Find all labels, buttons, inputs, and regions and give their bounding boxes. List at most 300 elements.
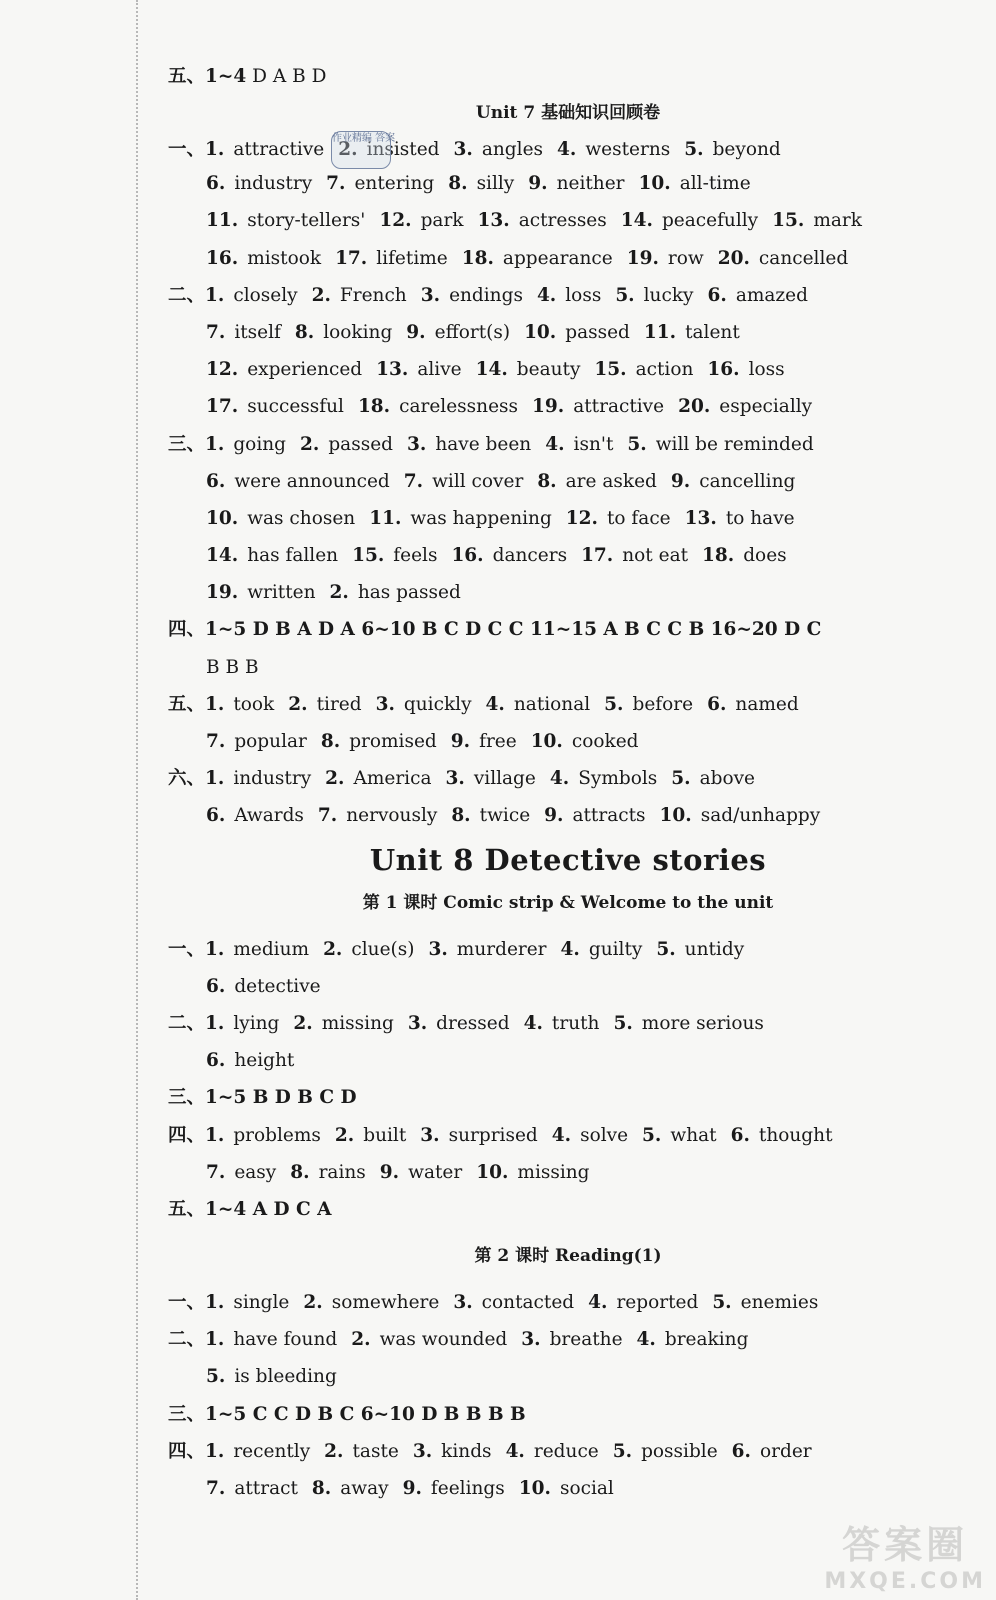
- answer-item: [613, 1441, 718, 1462]
- question-number: 6.: [707, 693, 727, 715]
- question-number: 6.: [206, 173, 226, 195]
- question-number: 2.: [338, 139, 358, 161]
- question-number: 12.: [206, 359, 239, 381]
- answer-item: [684, 139, 780, 160]
- answer-text: lifetime: [376, 247, 448, 269]
- answer-item: [486, 694, 591, 715]
- top-section-five: [168, 58, 968, 95]
- question-number: 5.: [671, 768, 691, 790]
- question-number: 7.: [326, 173, 346, 195]
- question-number: 4.: [551, 1124, 572, 1146]
- answer-text: was chosen: [247, 507, 356, 529]
- question-number: 13.: [376, 359, 409, 381]
- answer-text: cooked: [571, 731, 639, 752]
- answer-item: [772, 210, 862, 231]
- answer-text: national: [513, 693, 591, 715]
- question-number: 8.: [448, 173, 468, 195]
- l1-s4-row1: [168, 1117, 968, 1154]
- answer-text: dressed: [436, 1012, 510, 1034]
- question-number: 1.: [205, 433, 225, 455]
- answer-text: breathe: [549, 1329, 623, 1351]
- question-number: 16.: [707, 359, 740, 381]
- answer-text: amazed: [735, 284, 808, 306]
- l1-s4-row2: [168, 1154, 968, 1191]
- answer-item: [380, 1162, 462, 1183]
- answer-text: rains: [318, 1161, 366, 1183]
- unit8-title: Unit 8 Detective stories: [369, 842, 767, 877]
- answer-text: America: [353, 768, 432, 790]
- answer-item: [206, 248, 321, 269]
- question-number: 2.: [303, 1292, 323, 1314]
- answer-text: breaking: [664, 1329, 749, 1351]
- answer-item: [376, 694, 472, 715]
- answer-text: truth: [551, 1012, 600, 1034]
- watermark-url: MXQE.COM: [824, 1569, 986, 1594]
- question-number: 5.: [684, 139, 704, 161]
- answer-item: [552, 1125, 628, 1146]
- l1-s3-row1: [168, 1079, 968, 1116]
- answer-item: [205, 434, 286, 455]
- u7-s4-row1: [168, 611, 968, 648]
- question-number: 4.: [588, 1292, 608, 1314]
- question-number: 1.: [205, 693, 225, 715]
- question-number: 1.: [205, 1012, 225, 1034]
- question-number: 13.: [477, 210, 510, 232]
- question-number: 3.: [420, 1124, 440, 1146]
- answer-item: [707, 694, 799, 715]
- question-number: 4.: [560, 938, 580, 960]
- answer-text: have found: [233, 1329, 338, 1351]
- answer-item: [712, 1292, 818, 1313]
- lesson2-title: 第 2 课时 Reading(1): [474, 1246, 662, 1267]
- answer-item: [660, 805, 821, 826]
- u7-s5-row2: [168, 723, 968, 760]
- answer-text: cancelled: [758, 247, 849, 269]
- answer-item: [476, 359, 581, 380]
- question-number: 11.: [369, 507, 402, 529]
- question-number: 14.: [206, 545, 239, 567]
- question-number: 1.: [205, 1124, 225, 1146]
- l1-s5-row1: [168, 1191, 968, 1228]
- answer-text: missing: [321, 1012, 394, 1034]
- answer-item: [206, 359, 362, 380]
- question-number: 15.: [594, 359, 627, 381]
- answer-item: [521, 1329, 622, 1350]
- answer-text: effort(s): [434, 321, 511, 343]
- answer-text: nervously: [346, 805, 438, 827]
- u7-s3-row5: [168, 574, 968, 611]
- question-number: 2.: [323, 938, 343, 960]
- teacher-stamp: 作业精编 答案: [331, 131, 391, 169]
- answer-item: [615, 285, 693, 306]
- answer-text: attract: [234, 1478, 298, 1499]
- question-number: 10.: [476, 1161, 509, 1183]
- question-number: 1.: [205, 1329, 225, 1351]
- answer-text: twice: [479, 805, 531, 827]
- answer-item: [519, 1478, 614, 1499]
- answer-text: tired: [316, 693, 362, 715]
- question-number: 10.: [518, 1478, 551, 1499]
- answer-item: [671, 768, 755, 789]
- question-number: 2.: [300, 433, 320, 455]
- question-number: 3.: [453, 139, 473, 161]
- answer-text: angles: [481, 139, 544, 161]
- answer-text: easy: [234, 1161, 277, 1183]
- question-number: 1.: [205, 768, 225, 790]
- answer-text: especially: [719, 396, 813, 418]
- answer-item: [406, 322, 510, 343]
- question-number: 2.: [288, 693, 308, 715]
- answer-text: industry: [233, 768, 312, 790]
- answer-text: surprised: [448, 1124, 538, 1146]
- u7-s2-row1: [168, 277, 968, 314]
- answer-text: westerns: [585, 139, 671, 161]
- question-number: 14.: [620, 210, 653, 232]
- answer-item: [335, 248, 448, 269]
- question-number: 5.: [206, 1366, 226, 1388]
- question-number: 2.: [311, 284, 331, 306]
- question-number: 8.: [451, 805, 471, 827]
- watermark-logo-text: 答案圈: [842, 1523, 969, 1567]
- answer-text: enemies: [740, 1292, 819, 1314]
- answer-text: has fallen: [247, 545, 339, 567]
- u7-s3-row4: [168, 537, 968, 574]
- answer-item: [318, 805, 437, 826]
- section-marker: 一、: [168, 139, 206, 161]
- question-number: 18.: [461, 247, 494, 269]
- answer-item: [376, 359, 461, 380]
- answer-item: [293, 1013, 393, 1034]
- u7-s3-row1: [168, 426, 968, 463]
- question-number: 1.: [205, 284, 225, 306]
- question-number: 8.: [320, 731, 341, 752]
- answer-item: [639, 173, 751, 194]
- answer-text: isn't: [573, 433, 614, 455]
- answer-item: [621, 210, 758, 231]
- question-number: 3.: [521, 1329, 541, 1351]
- question-number: 6.: [206, 805, 226, 827]
- answer-text: are asked: [565, 470, 657, 492]
- answer-text: going: [233, 433, 286, 455]
- answer-item: [300, 434, 393, 455]
- question-number: 8.: [290, 1161, 310, 1183]
- question-number: 7.: [403, 470, 424, 492]
- section-marker: 五、1~4: [168, 66, 247, 87]
- answer-item: [205, 1292, 289, 1313]
- section-marker: 六、: [168, 768, 206, 790]
- l2-s2-row1: [168, 1321, 968, 1358]
- answer-text: has passed: [357, 582, 461, 604]
- question-number: 9.: [450, 731, 471, 752]
- question-number: 11.: [643, 321, 677, 343]
- question-number: 19.: [532, 396, 565, 418]
- u7-s6-row1: [168, 760, 968, 797]
- question-number: 1.: [205, 1292, 225, 1314]
- answer-text: to face: [606, 507, 671, 529]
- u7-s2-row2: [168, 314, 968, 351]
- l1-s2-row2: [168, 1042, 968, 1079]
- question-number: 6.: [730, 1124, 750, 1146]
- answer-item: [413, 1441, 492, 1462]
- answer-text: above: [699, 768, 755, 790]
- answer-text: attracts: [572, 805, 646, 827]
- question-number: 2.: [334, 1124, 355, 1146]
- answer-text: untidy: [684, 938, 745, 960]
- answer-item: [637, 1329, 749, 1350]
- answer-item: [206, 210, 365, 231]
- answer-item: [627, 248, 704, 269]
- question-number: 5.: [656, 938, 676, 960]
- question-number: 7.: [206, 321, 226, 343]
- answer-item: [532, 396, 664, 417]
- answer-item: [506, 1441, 599, 1462]
- answer-text: water: [408, 1161, 463, 1183]
- question-number: 2.: [329, 582, 349, 604]
- answer-text: clue(s): [351, 938, 415, 960]
- answer-item: [303, 1292, 439, 1313]
- answer-text: recently: [233, 1440, 311, 1462]
- answer-text: loss: [565, 284, 602, 306]
- answer-text: possible: [641, 1440, 718, 1462]
- question-number: 8.: [537, 470, 557, 492]
- answer-item: [644, 322, 740, 343]
- answer-text: is bleeding: [234, 1366, 337, 1388]
- question-number: 3.: [412, 1440, 433, 1462]
- binding-margin-line: [136, 0, 138, 1600]
- u7-s3-row3: [168, 500, 968, 537]
- answer-text: medium: [233, 938, 310, 960]
- answer-text: thought: [758, 1124, 833, 1146]
- answer-text: French: [339, 284, 407, 306]
- answer-item: [369, 508, 552, 529]
- answer-text: murderer: [456, 938, 547, 960]
- answer-text: park: [420, 210, 464, 232]
- question-number: 4.: [523, 1012, 543, 1034]
- answer-text: neither: [556, 173, 625, 195]
- answer-item: [205, 1441, 310, 1462]
- answer-text: will be reminded: [655, 433, 814, 455]
- answer-item: [206, 508, 355, 529]
- u7-s3-row2: [168, 463, 968, 500]
- question-number: 4.: [505, 1440, 525, 1462]
- answer-text: attractive: [233, 139, 325, 161]
- section-marker: 四、: [168, 619, 206, 641]
- answer-text: missing: [517, 1161, 590, 1183]
- answer-item: [206, 471, 390, 492]
- answer-text: carelessness: [399, 396, 519, 418]
- answer-choices: 1~4 A D C A: [205, 1198, 332, 1220]
- u7-s1-row4: [168, 240, 968, 277]
- answer-item: [478, 210, 607, 231]
- answer-text: to have: [725, 507, 795, 529]
- question-number: 11.: [206, 210, 239, 232]
- question-number: 10.: [638, 173, 671, 195]
- question-number: 2.: [351, 1329, 371, 1351]
- answer-item: [206, 1162, 276, 1183]
- answer-item: [594, 359, 693, 380]
- l2-s4-row2: [168, 1470, 968, 1507]
- answer-text: does: [743, 545, 787, 567]
- u7-s4-row2: [168, 649, 968, 686]
- section-marker: 一、: [168, 1292, 206, 1314]
- answer-text: popular: [234, 731, 307, 752]
- question-number: 8.: [294, 321, 315, 343]
- answer-text: contacted: [481, 1292, 575, 1314]
- answer-item: [312, 1478, 389, 1499]
- answer-text: alive: [417, 359, 462, 381]
- answer-text: taste: [352, 1440, 399, 1462]
- answer-item: [420, 1125, 537, 1146]
- answer-item: [531, 731, 639, 752]
- answer-item: [718, 248, 848, 269]
- answer-text: lying: [233, 1012, 280, 1034]
- question-number: 2.: [325, 768, 345, 790]
- question-number: 18.: [702, 545, 735, 567]
- question-number: 16.: [206, 247, 239, 269]
- answer-item: [451, 545, 567, 566]
- answer-item: [707, 359, 784, 380]
- answer-item: [312, 285, 407, 306]
- answer-item: [326, 173, 434, 194]
- section-marker: 一、: [168, 938, 206, 960]
- answer-item: [537, 471, 657, 492]
- site-watermark: [824, 1514, 986, 1594]
- question-number: 9.: [402, 1478, 422, 1499]
- answer-text: sad/unhappy: [700, 805, 821, 827]
- u7-s5-row1: [168, 686, 968, 723]
- answer-item: [708, 285, 808, 306]
- section-marker: 二、: [168, 1329, 206, 1351]
- answer-text: was wounded: [379, 1329, 508, 1351]
- question-number: 9.: [544, 805, 564, 827]
- answer-text: feelings: [430, 1478, 505, 1499]
- answer-text: feels: [393, 545, 438, 567]
- answer-text: written: [247, 582, 316, 604]
- answer-text: quickly: [403, 693, 472, 715]
- answer-text: have been: [435, 433, 532, 455]
- answer-item: [453, 1292, 574, 1313]
- question-number: 4.: [536, 284, 557, 306]
- question-number: 8.: [311, 1478, 332, 1499]
- section-marker: 四、: [168, 1440, 206, 1462]
- answer-choices: 1~5 C C D B C 6~10 D B B B B: [205, 1403, 526, 1425]
- answer-item: [581, 545, 688, 566]
- answer-text: village: [473, 768, 536, 790]
- l1-s1-row2: [168, 968, 968, 1005]
- answer-text: single: [233, 1292, 290, 1314]
- answer-item: [404, 471, 524, 492]
- question-number: 6.: [731, 1440, 751, 1462]
- question-number: 4.: [636, 1329, 656, 1351]
- answer-item: [288, 694, 361, 715]
- answer-item: [604, 694, 693, 715]
- answer-item: [352, 545, 437, 566]
- answer-item: [206, 322, 281, 343]
- answer-text: mistook: [247, 247, 322, 269]
- question-number: 9.: [406, 321, 426, 343]
- u7-s1-row2: [168, 165, 968, 202]
- answer-text: solve: [580, 1124, 629, 1146]
- answer-item: [557, 139, 670, 160]
- answer-text: away: [340, 1478, 389, 1499]
- question-number: 1.: [205, 1440, 225, 1462]
- question-number: 17.: [581, 545, 614, 567]
- answer-item: [330, 582, 461, 603]
- answer-text: talent: [685, 321, 740, 343]
- section-marker: 五、: [168, 693, 206, 715]
- answer-item: [446, 768, 536, 789]
- question-number: 14.: [475, 359, 508, 381]
- question-number: 13.: [684, 507, 717, 529]
- answer-text: story-tellers': [247, 210, 366, 232]
- answer-item: [421, 285, 523, 306]
- section-marker: 二、: [168, 284, 206, 306]
- answer-text: reported: [616, 1292, 699, 1314]
- answer-item: [545, 434, 613, 455]
- answer-item: [403, 1478, 505, 1499]
- question-number: 3.: [406, 433, 427, 455]
- answer-item: [685, 508, 795, 529]
- question-number: 2.: [324, 1440, 344, 1462]
- answer-text: dancers: [492, 545, 568, 567]
- answer-text: social: [559, 1478, 614, 1499]
- answer-choices: D A B D: [252, 66, 327, 87]
- answer-text: successful: [247, 396, 344, 418]
- answer-text: all-time: [679, 173, 751, 195]
- answer-text: passed: [328, 433, 393, 455]
- answer-text: were announced: [234, 470, 390, 492]
- answer-text: peacefully: [661, 210, 759, 232]
- answer-item: [407, 434, 531, 455]
- answer-text: not eat: [622, 545, 689, 567]
- question-number: 3.: [375, 693, 395, 715]
- l2-s1-row1: [168, 1284, 968, 1321]
- question-number: 3.: [428, 938, 448, 960]
- u7-s6-row2: [168, 797, 968, 834]
- answer-item: [476, 1162, 589, 1183]
- answer-item: [205, 768, 311, 789]
- answer-item: [731, 1125, 833, 1146]
- answer-text: named: [735, 693, 799, 715]
- answer-text: beyond: [712, 139, 781, 161]
- answer-text: experienced: [247, 359, 363, 381]
- question-number: 10.: [659, 805, 692, 827]
- answer-choices: 1~5 B D B C D: [205, 1087, 357, 1109]
- question-number: 6.: [206, 975, 226, 997]
- answer-item: [448, 173, 514, 194]
- section-marker: 五、: [168, 1198, 206, 1220]
- question-number: 10.: [524, 321, 557, 343]
- answer-text: Awards: [234, 805, 304, 827]
- answer-item: [678, 396, 812, 417]
- question-number: 20.: [717, 247, 750, 269]
- question-number: 17.: [206, 396, 239, 418]
- answer-text: cancelling: [699, 470, 796, 492]
- answer-page: [168, 58, 968, 1507]
- answer-text: silly: [476, 173, 515, 195]
- answer-item: [324, 1441, 399, 1462]
- answer-item: [528, 173, 624, 194]
- answer-item: [206, 1050, 294, 1071]
- question-number: 1.: [205, 139, 225, 161]
- answer-text: detective: [234, 975, 321, 997]
- u7-s2-row3: [168, 351, 968, 388]
- answer-text: looking: [323, 321, 393, 343]
- answer-item: [656, 939, 744, 960]
- answer-item: [206, 1478, 298, 1499]
- answer-item: [206, 545, 338, 566]
- answer-item: [613, 1013, 763, 1034]
